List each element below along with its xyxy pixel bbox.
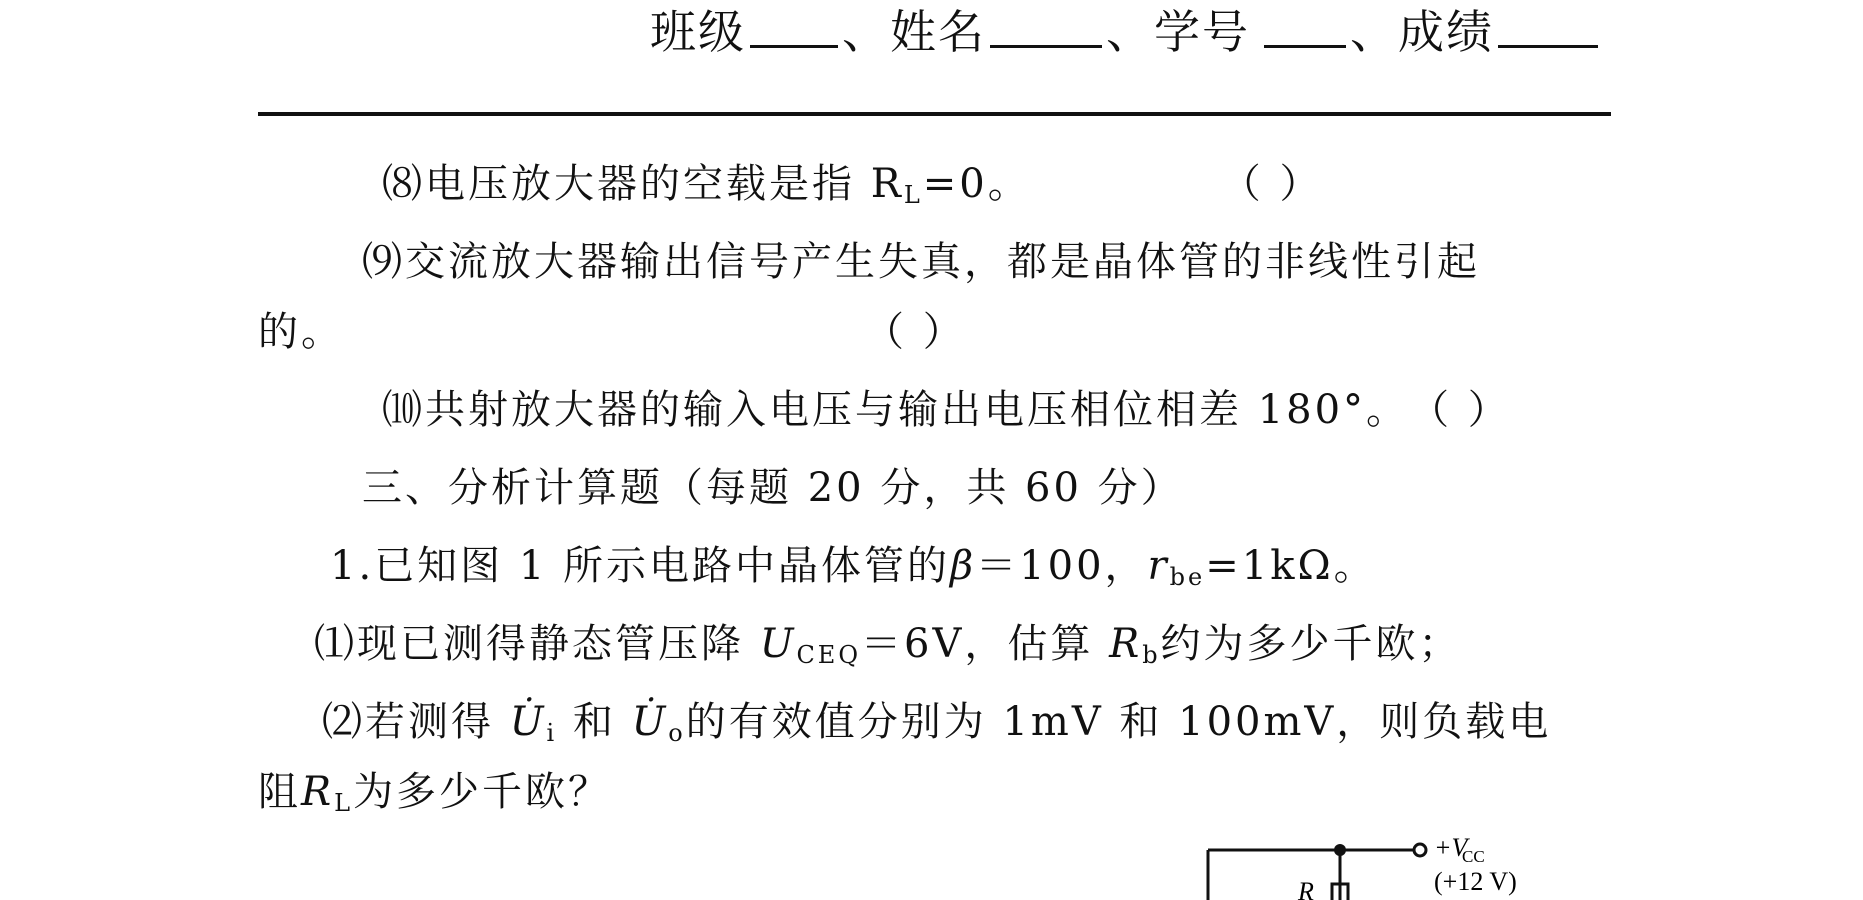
- circuit-figure-1: [1190, 828, 1590, 900]
- class-blank[interactable]: [750, 39, 838, 48]
- score-blank[interactable]: [1498, 39, 1598, 48]
- vcc-sub: CC: [1462, 847, 1485, 866]
- phasor-uo: · U: [632, 696, 669, 748]
- score-label: 成绩: [1398, 5, 1494, 59]
- problem-1-part-2-cont: 阻$R_L$为多少千欧？: [258, 769, 612, 817]
- problem-1-intro: 1.已知图 1 所示电路中晶体管的β＝100，$r_{be}=1k\Omega$。: [330, 543, 1377, 591]
- vcc-terminal: [1414, 844, 1426, 856]
- name-blank[interactable]: [990, 39, 1102, 48]
- header-divider: [258, 112, 1611, 116]
- name-label: 姓名: [890, 5, 986, 59]
- phasor-ui: · U: [510, 696, 547, 748]
- beta-symbol: β: [950, 543, 977, 589]
- student-id-label: 学号: [1154, 5, 1250, 59]
- rb-label: R: [1298, 877, 1314, 900]
- section-3-title: 三、分析计算题（每题 20 分，共 60 分）: [362, 465, 1184, 511]
- vcc-label: +V: [1434, 833, 1468, 862]
- answer-paren-9[interactable]: （ ）: [864, 309, 966, 355]
- question-9-cont: 的。 （ ）: [258, 306, 966, 358]
- problem-1-part-1: ⑴现已测得静态管压降 $U_{CEQ}=6V$，估算 $R_b$约为多少千欧；: [314, 621, 1462, 669]
- answer-paren-8[interactable]: （ ）: [1220, 161, 1323, 207]
- question-8: ⑻电压放大器的空载是指 $R_L=0$。 （ ）: [382, 158, 1322, 221]
- vcc-value: (+12 V): [1434, 867, 1517, 896]
- junction-dot: [1334, 844, 1346, 856]
- answer-paren-10[interactable]: （ ）: [1409, 387, 1511, 433]
- question-10: ⑽共射放大器的输入电压与输出电压相位相差 180°。（ ）: [382, 384, 1511, 436]
- problem-1-part-2: ⑵若测得 · $U_i$ 和 · $U_o$的有效值分别为 1mV 和 100mV，则负载电: [322, 696, 1551, 759]
- question-9: ⑼交流放大器输出信号产生失真，都是晶体管的非线性引起: [362, 239, 1480, 285]
- student-id-blank[interactable]: [1264, 39, 1346, 48]
- class-label: 班级: [650, 5, 746, 59]
- student-info-header: 班级 、姓名 、学号 、成绩: [650, 2, 1602, 62]
